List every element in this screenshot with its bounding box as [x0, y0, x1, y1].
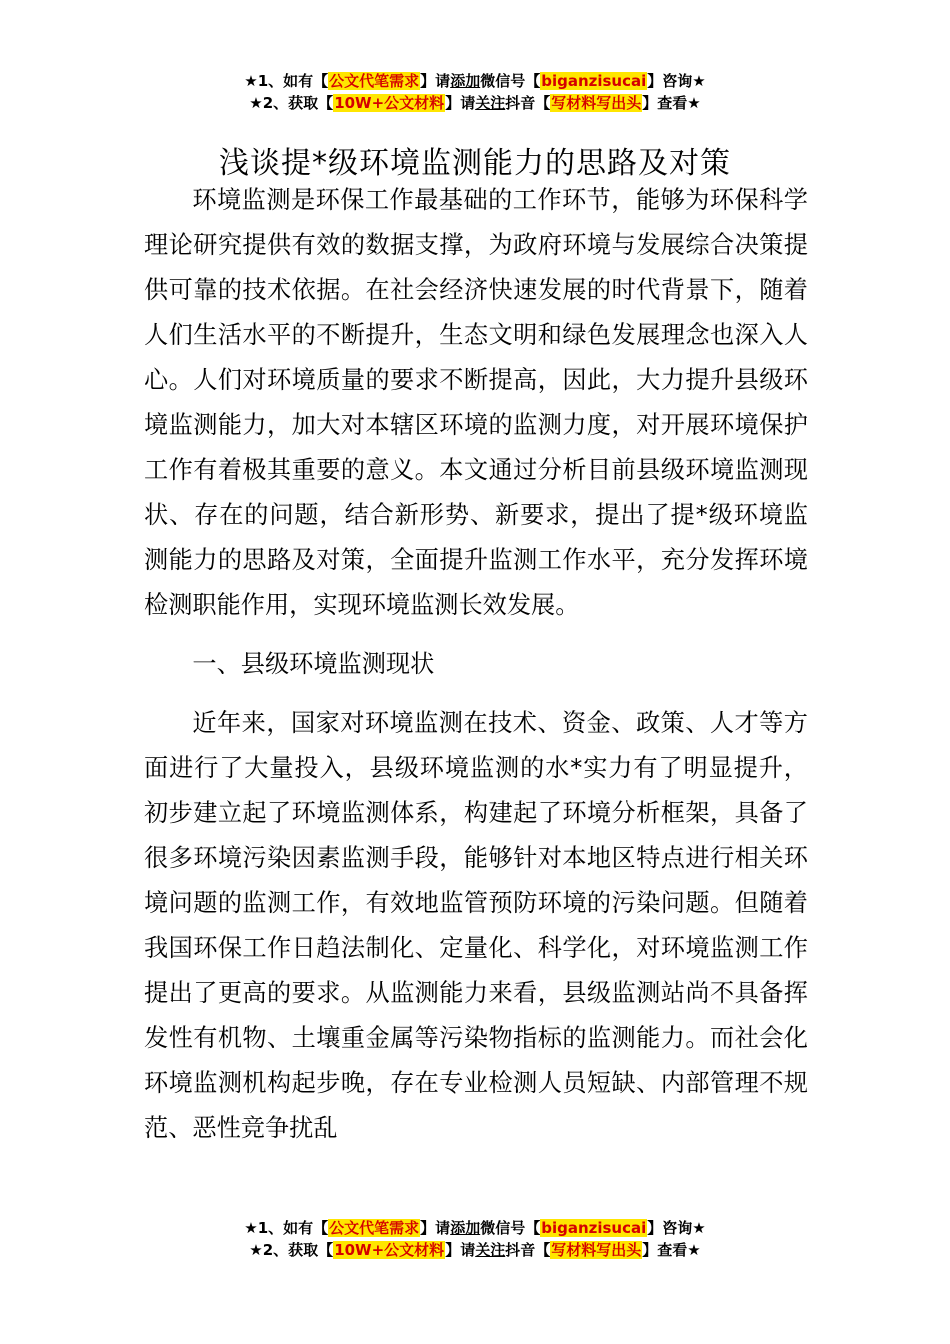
section-heading-1: 一、县级环境监测现状: [192, 650, 435, 678]
promo-text: 】查看★: [642, 1241, 701, 1259]
promo-text: 】咨询★: [647, 72, 706, 90]
body-paragraph-2: 近年来，国家对环境监测在技术、资金、政策、人才等方面进行了大量投入，县级环境监测的水*实力有了明显提升，初步建立起了环境监测体系，构建起了环境分析框架，具备了很多环境污染因素监测手段，能够针对本地区特点进行相关环境问题的监测工作，有效地监管预防环境的污染问题。但随着我国环保工作日趋法制化、定量化、科学化，对环境监测工作提出了更高的要求。从监测能力来看，县级监测站尚不具备挥发性有机物、土壤重金属等污染物指标的监测能力。而社会化环境监测机构起步晚，存在专业检测人员短缺、内部管理不规范、恶性竞争扰乱: [144, 709, 808, 1142]
promo-text: 】请: [420, 1219, 451, 1237]
promo-highlight: biganzisucai: [541, 72, 647, 90]
bottom-promo-banner: [0, 1217, 950, 1261]
promo-underlined: 添加: [450, 1219, 481, 1237]
promo-text: 】请: [445, 94, 476, 112]
promo-text: 】请: [445, 1241, 476, 1259]
promo-underlined: 关注: [475, 94, 506, 112]
promo-line-1: [0, 1217, 950, 1239]
promo-text: 抖音【: [505, 94, 551, 112]
promo-highlight: 写材料写出头: [551, 94, 642, 112]
star-icon: ★: [244, 1219, 258, 1237]
top-promo-banner: [0, 70, 950, 114]
promo-text: 微信号【: [480, 1219, 541, 1237]
promo-underlined: 添加: [450, 72, 481, 90]
body-paragraph-1: 环境监测是环保工作最基础的工作环节，能够为环保科学理论研究提供有效的数据支撑，为政府环境与发展综合决策提供可靠的技术依据。在社会经济快速发展的时代背景下，随着人们生活水平的不断提升，生态文明和绿色发展理念也深入人心。人们对环境质量的要求不断提高，因此，大力提升县级环境监测能力，加大对本辖区环境的监测力度，对开展环境保护工作有着极其重要的意义。本文通过分析目前县级环境监测现状、存在的问题，结合新形势、新要求，提出了提*级环境监测能力的思路及对策，全面提升监测工作水平，充分发挥环境检测职能作用，实现环境监测长效发展。: [144, 186, 808, 619]
star-icon: ★: [244, 72, 258, 90]
promo-text: 微信号【: [480, 72, 541, 90]
document-body: [144, 178, 808, 1151]
promo-highlight: biganzisucai: [541, 1219, 647, 1237]
promo-text: 】请: [420, 72, 451, 90]
promo-line-2: [0, 92, 950, 114]
promo-text: 1、如有【: [257, 72, 329, 90]
promo-text: 2、获取【: [262, 1241, 334, 1259]
promo-highlight: 公文代笔需求: [329, 72, 420, 90]
promo-text: 1、如有【: [257, 1219, 329, 1237]
promo-line-2: [0, 1239, 950, 1261]
star-icon: ★: [249, 1241, 263, 1259]
document-title: 浅谈提*级环境监测能力的思路及对策: [219, 146, 731, 182]
star-icon: ★: [249, 94, 263, 112]
promo-highlight: 10W+公文材料: [334, 94, 445, 112]
promo-text: 】咨询★: [647, 1219, 706, 1237]
promo-text: 抖音【: [505, 1241, 551, 1259]
promo-text: 】查看★: [642, 94, 701, 112]
promo-text: 2、获取【: [262, 94, 334, 112]
promo-line-1: [0, 70, 950, 92]
promo-underlined: 关注: [475, 1241, 506, 1259]
promo-highlight: 10W+公文材料: [334, 1241, 445, 1259]
promo-highlight: 写材料写出头: [551, 1241, 642, 1259]
promo-highlight: 公文代笔需求: [329, 1219, 420, 1237]
